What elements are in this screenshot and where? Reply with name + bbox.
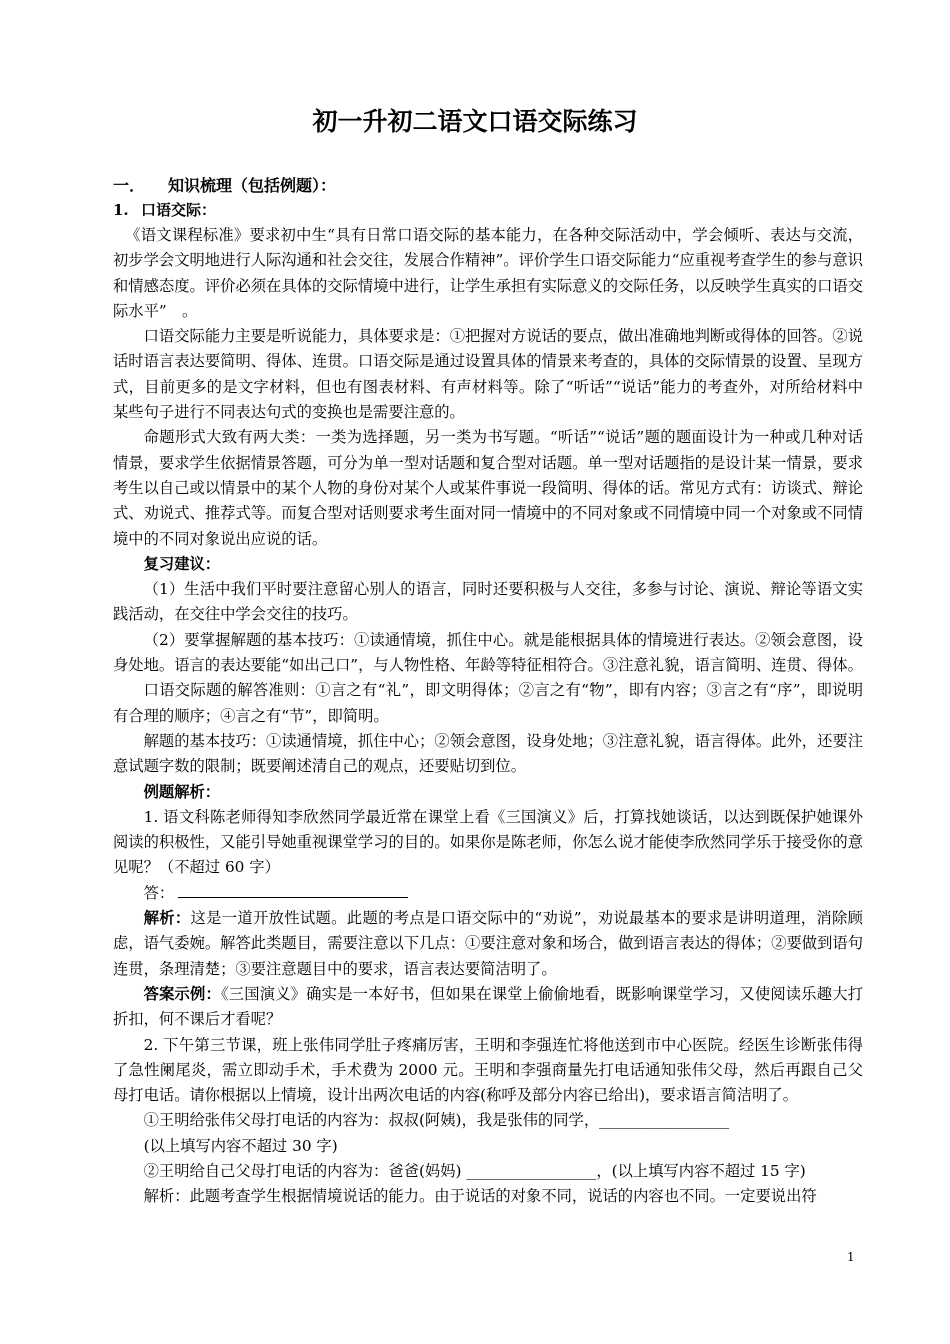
paragraph: 口语交际能力主要是听说能力，具体要求是：①把握对方说话的要点，做出准确地判断或得体的回答。②说话时语言表达要简明、得体、连贯。口语交际是通过设置具体的情景来考查的，具体的交际情景的设置、呈现方式，目前更多的是文字材料，但也有图表材料、有声材料等。除了“听话”“说话”能力的考查外，对所给材料中某些句子进行不同表达句式的变换也是需要注意的。 — [113, 327, 863, 422]
section-number: 一． — [113, 176, 146, 195]
review-heading: 复习建议： — [143, 554, 221, 573]
document-body — [113, 223, 863, 1210]
subsection-heading — [113, 199, 216, 221]
paragraph: （2）要掌握解题的基本技巧：①读通情境，抓住中心。就是能根据具体的情境进行表达。②领会意图，设身处地。语言的表达要能“如出己口”，与人物性格、年龄等特征相符合。③注意礼貌，语言简明、连贯、得体。 — [113, 630, 863, 675]
answer-line — [113, 881, 863, 906]
paragraph: 命题形式大致有两大类：一类为选择题，另一类为书写题。“听话”“说话”题的题面设计为一种或几种对话情景，要求学生依据情景答题，可分为单一型对话题和复合型对话题。单一型对话题指的是设计某一情景，要求考生以自己或以情景中的某个人物的身份对某个人或某件事说一段简明、得体的话。常见方式有：访谈式、辩论式、劝说式、推荐式等。而复合型对话则要求考生面对同一情境中的不同对象或不同情境中同一个对象或不同情境中的不同对象说出应说的话。 — [113, 428, 863, 548]
subsection-number: 1. — [113, 201, 129, 219]
question-2-part-a-note: (以上填写内容不超过 30 字) — [143, 1136, 338, 1155]
paragraph: 《语文课程标准》要求初中生“具有日常口语交际的基本能力，在各种交际活动中，学会倾听、表达与交流，初步学会文明地进行人际沟通和社会交往，发展合作精神”。评价学生口语交际能力“应重视考查学生的参与意识和情感态度。评价必须在具体的交际情境中进行，让学生承担有实际意义的交际任务，以反映学生真实的口语交际水平” 。 — [113, 226, 863, 320]
question-2-part-a: ①王明给张伟父母打电话的内容为：叔叔(阿姨)，我是张伟的同学，_________________ — [143, 1111, 730, 1130]
sample-text: 《三国演义》确实是一本好书，但如果在课堂上偷偷地看，既影响课堂学习，又使阅读乐趣大打折扣，何不课后才看呢？ — [113, 984, 863, 1029]
example-heading: 例题解析： — [143, 782, 221, 801]
subsection-title: 口语交际： — [141, 201, 217, 219]
section-heading — [113, 175, 336, 197]
question-1: 1. 语文科陈老师得知李欣然同学最近常在课堂上看《三国演义》后，打算找她谈话，以达到既保护她课外阅读的积极性，又能引导她重视课堂学习的目的。如果你是陈老师，你怎么说才能使李欣然同学乐于接受你的意见呢？（不超过 60 字） — [113, 807, 863, 877]
sample-answer — [113, 982, 863, 1033]
paragraph: 解题的基本技巧：①读通情境，抓住中心；②领会意图，设身处地；③注意礼貌，语言得体。此外，还要注意试题字数的限制；既要阐述清自己的观点，还要贴切到位。 — [113, 731, 863, 776]
analysis-text: 这是一道开放性试题。此题的考点是口语交际中的“劝说”，劝说最基本的要求是讲明道理，消除顾虑，语气委婉。解答此类题目，需要注意以下几点：①要注意对象和场合，做到语言表达的得体；②要做到语句连贯，条理清楚；③要注意题目中的要求，语言表达要简洁明了。 — [113, 909, 863, 978]
section-title: 知识梳理（包括例题）： — [168, 176, 337, 195]
analysis-2: 解析：此题考查学生根据情境说话的能力。由于说话的对象不同，说话的内容也不同。一定要说出符 — [143, 1187, 817, 1206]
answer-label: 答： — [143, 883, 175, 902]
question-2: 2. 下午第三节课，班上张伟同学肚子疼痛厉害，王明和李强连忙将他送到市中心医院。经医生诊断张伟得了急性阑尾炎，需立即动手术，手术费为 2000 元。王明和李强商量先打电话通知张伟父母，然后再跟自己父母打电话。请你根据以上情境，设计出两次电话的内容(称呼及部分内容已给出)，要求语言简洁明了。 — [113, 1035, 863, 1105]
analysis-1 — [113, 906, 863, 982]
document-title: 初一升初二语文口语交际练习 — [312, 107, 638, 136]
sample-label: 答案示例： — [143, 984, 221, 1003]
paragraph: （1）生活中我们平时要注意留心别人的语言，同时还要积极与人交往，多参与讨论、演说、辩论等语文实践活动，在交往中学会交往的技巧。 — [113, 580, 863, 624]
question-2-part-b: ②王明给自己父母打电话的内容为：爸爸(妈妈) _________________，(以上填写内容不超过 15 字) — [143, 1161, 806, 1180]
page-number: 1 — [847, 1250, 855, 1264]
analysis-label: 解析： — [143, 909, 191, 928]
answer-blank — [178, 881, 408, 898]
paragraph: 口语交际题的解答准则：①言之有“礼”，即文明得体；②言之有“物”，即有内容；③言之有“序”，即说明有合理的顺序；④言之有“节”，即简明。 — [113, 681, 863, 725]
